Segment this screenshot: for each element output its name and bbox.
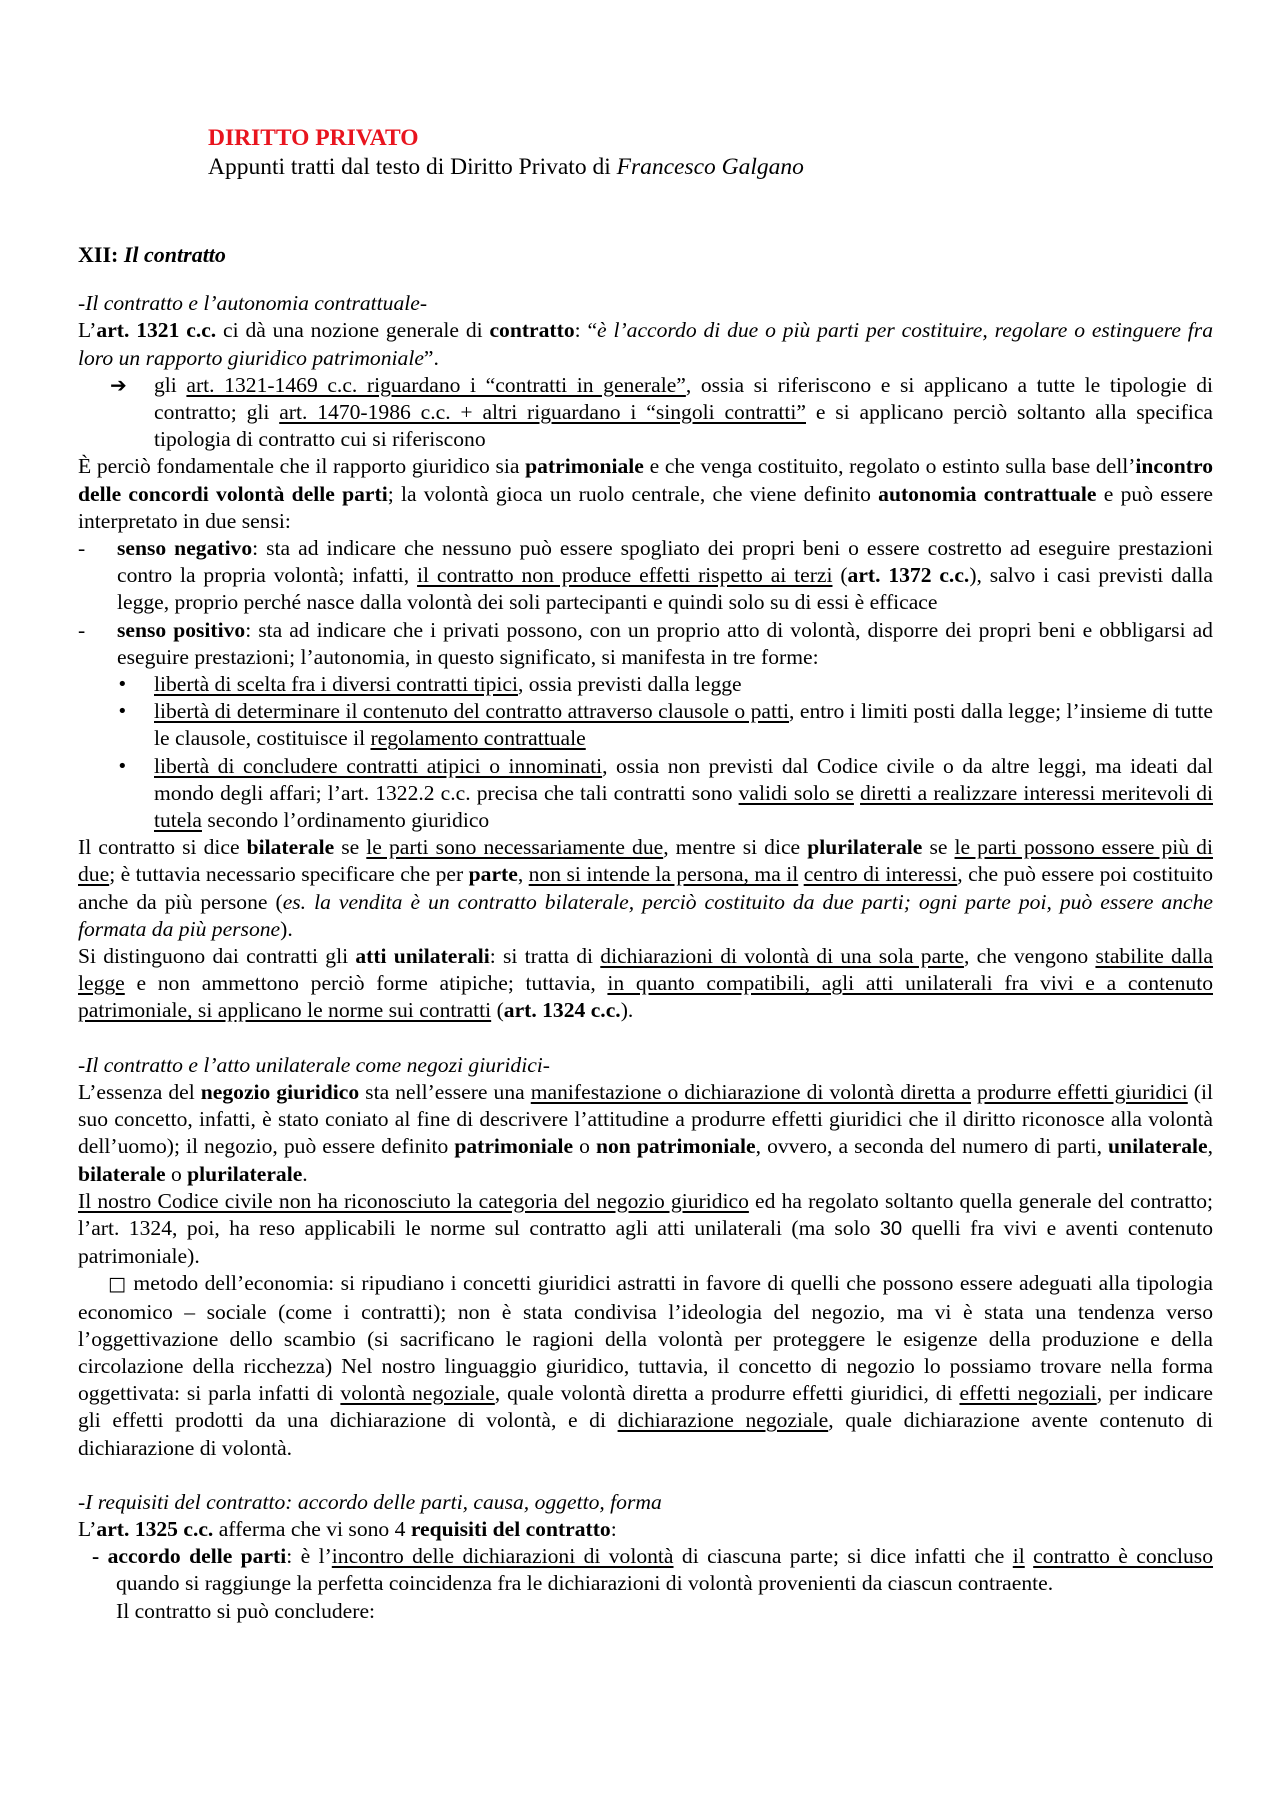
section-heading: -Il contratto e l’autonomia contrattuale- xyxy=(78,291,428,316)
list-item: • libertà di concludere contratti atipici o innominati, ossia non previsti dal Codice civile o da altre leggi, ma ideati dal mondo degli affari; l’art. 1322.2 c.c. precisa che tali contratti sono validi solo se diretti a realizzare interessi meritevoli di tutela secondo l’ordinamento giuridico xyxy=(117,753,1213,835)
document-subtitle: Appunti tratti dal testo di Diritto Privato di Francesco Galgano xyxy=(208,154,804,180)
paragraph: L’art. 1321 c.c. ci dà una nozione generale di contratto: “è l’accordo di due o più parti per costituire, regolare o estinguere fra loro un rapporto giuridico patrimoniale”. xyxy=(78,318,1214,370)
list-item: ➔ gli art. 1321-1469 c.c. riguardano i “contratti in generale”, ossia si riferiscono e si applicano a tutte le tipologie di contratto; gli art. 1470-1986 c.c. + altri riguardano i “singoli contratti” e si applicano perciò soltanto alla specifica tipologia di contratto cui si riferiscono xyxy=(110,372,1213,454)
dash-marker: - xyxy=(78,617,86,642)
bullet-icon: • xyxy=(117,701,128,723)
paragraph: L’art. 1325 c.c. afferma che vi sono 4 requisiti del contratto: xyxy=(78,1516,617,1541)
paragraph: L’essenza del negozio giuridico sta nell’essere una manifestazione o dichiarazione di volontà diretta a produrre effetti giuridici (il suo concetto, infatti, è stato coniato al fine di descrivere l’attitudine a produrre effetti giuridici che il diritto riconosce alla volontà dell’uomo); il negozio, può essere definito patrimoniale o non patrimoniale, ovvero, a seconda del numero di parti, unilaterale, bilaterale o plurilaterale. xyxy=(78,1079,1214,1186)
paragraph: Il nostro Codice civile non ha riconosciuto la categoria del negozio giuridico ed ha regolato soltanto quella generale del contratto; l’art. 1324, poi, ha reso applicabili le norme sul contratto agli atti unilaterali (ma solo 30 quelli fra vivi e aventi contenuto patrimoniale). xyxy=(78,1188,1214,1269)
list-item: - senso negativo: sta ad indicare che nessuno può essere spogliato dei propri beni o essere costretto ad eseguire prestazioni contro la propria volontà; infatti, il contratto non produce effetti rispetto ai terzi (art. 1372 c.c.), salvo i casi previsti dalla legge, proprio perché nasce dalla volontà dei soli partecipanti e quindi solo su di essi è efficace xyxy=(78,535,1213,617)
section-heading: -Il contratto e l’atto unilaterale come negozi giuridici- xyxy=(78,1052,550,1077)
document-page xyxy=(78,124,1213,1625)
paragraph: Il contratto si può concludere: xyxy=(116,1598,376,1623)
paragraph: Si distinguono dai contratti gli atti unilaterali: si tratta di dichiarazioni di volontà di una sola parte, che vengono stabilite dalla legge e non ammettono perciò forme atipiche; tuttavia, in quanto compatibili, agli atti unilaterali fra vivi e a contenuto patrimoniale, si applicano le norme sui contratti (art. 1324 c.c.). xyxy=(78,944,1214,1023)
bullet-icon: • xyxy=(117,674,128,696)
document-header xyxy=(208,124,1213,182)
bullet-icon: • xyxy=(117,755,128,777)
author-name: Francesco Galgano xyxy=(616,154,804,180)
list-item: • libertà di determinare il contenuto del contratto attraverso clausole o patti, entro i limiti posti dalla legge; l’insieme di tutte le clausole, costituisce il regolamento contrattuale xyxy=(117,698,1213,752)
section-heading: -I requisiti del contratto: accordo delle parti, causa, oggetto, forma xyxy=(78,1489,662,1514)
list-item: • libertà di scelta fra i diversi contratti tipici, ossia previsti dalla legge xyxy=(117,671,1213,698)
chapter-heading: XII: Il contratto xyxy=(78,242,226,267)
list-item: - accordo delle parti: è l’incontro delle dichiarazioni di volontà di ciascuna parte; si dice infatti che il contratto è concluso quando si raggiunge la perfetta coincidenza fra le dichiarazioni di volontà provenienti da ciascun contraente. xyxy=(92,1544,1214,1596)
list-item: - senso positivo: sta ad indicare che i privati possono, con un proprio atto di volontà, disporre dei propri beni e obbligarsi ad eseguire prestazioni; l’autonomia, in questo significato, si manifesta in tre forme: xyxy=(78,617,1213,671)
arrow-right-icon: ➔ xyxy=(110,372,127,397)
paragraph: Il contratto si dice bilaterale se le parti sono necessariamente due, mentre si dice plurilaterale se le parti possono essere più di due; è tuttavia necessario specificare che per parte, non si intende la persona, ma il centro di interessi, che può essere poi costituito anche da più persone (es. la vendita è un contratto bilaterale, perciò costituito da due parti; ogni parte poi, può essere anche formata da più persone). xyxy=(78,835,1214,941)
paragraph: È perciò fondamentale che il rapporto giuridico sia patrimoniale e che venga costituito, regolato o estinto sulla base dell’incontro delle concordi volontà delle parti; la volontà gioca un ruolo centrale, che viene definito autonomia contrattuale e può essere interpretato in due sensi: xyxy=(78,454,1213,533)
arrow-symbol-icon: □ xyxy=(108,1273,127,1296)
document-title: DIRITTO PRIVATO xyxy=(208,125,419,151)
dash-marker: - xyxy=(78,536,86,561)
paragraph: □ metodo dell’economia: si ripudiano i concetti giuridici astratti in favore di quelli che possono essere adeguati alla tipologia economico – sociale (come i contratti); non è stata condivisa l’ideologia del negozio, ma vi è stata una tendenza verso l’oggettivazione dello scambio (si sacrificano le ragioni della volontà per proteggere le esigenze della produzione e della circolazione della ricchezza) Nel nostro linguaggio giuridico, tuttavia, il concetto di negozio lo possiamo trovare nella forma oggettivata: si parla infatti di volontà negoziale, quale volontà diretta a produrre effetti giuridici, di effetti negoziali, per indicare gli effetti prodotti da una dichiarazione di volontà, e di dichiarazione negoziale, quale dichiarazione avente contenuto di dichiarazione di volontà. xyxy=(78,1271,1214,1460)
